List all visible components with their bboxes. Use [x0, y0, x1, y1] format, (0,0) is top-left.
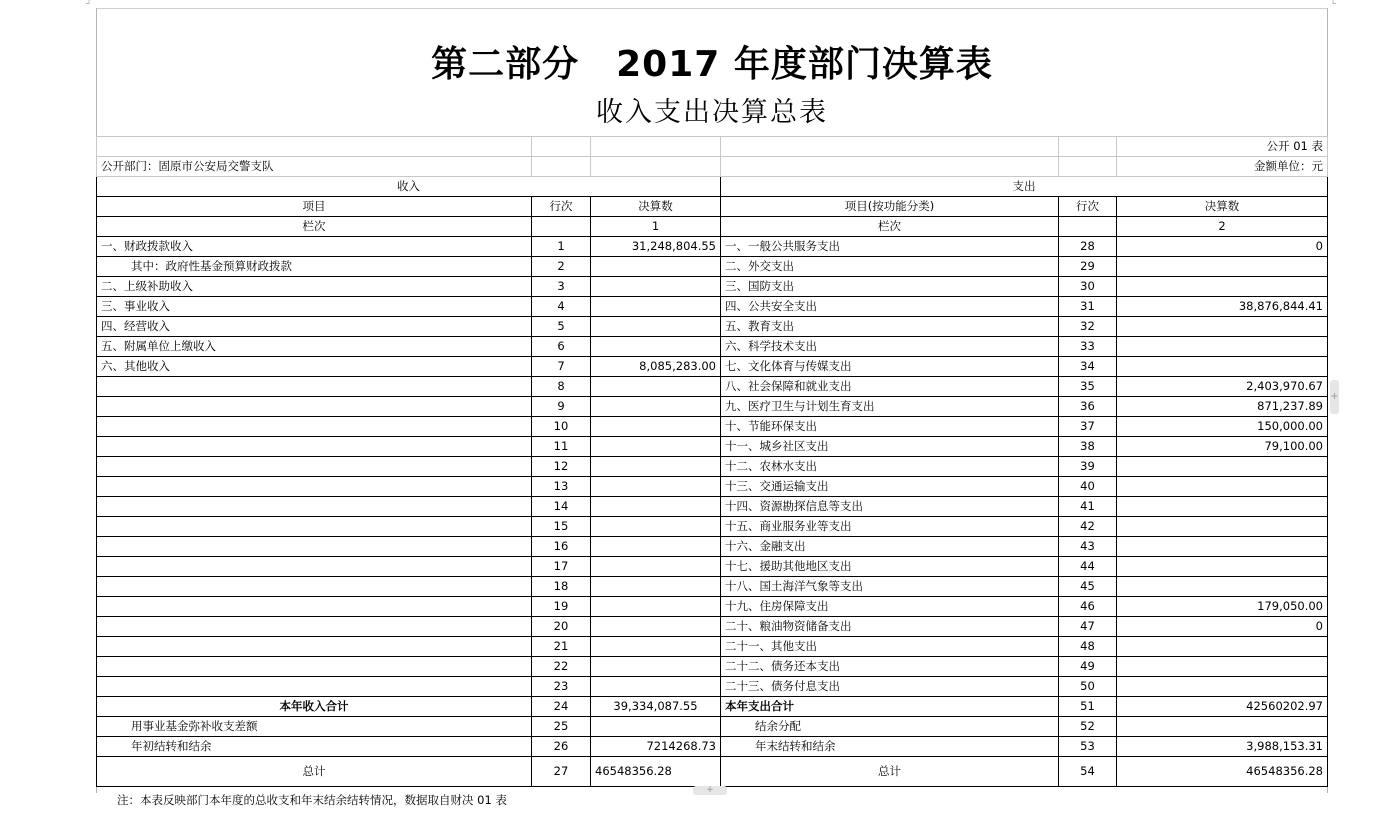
- table-cell: 20: [532, 617, 591, 637]
- table-row: [97, 397, 1328, 417]
- table-cell: 十三、交通运输支出: [721, 477, 1059, 497]
- table-cell: [591, 637, 721, 657]
- table-cell: 总计: [721, 757, 1059, 787]
- table-cell: 6: [532, 337, 591, 357]
- table-cell: [97, 537, 532, 557]
- table-cell: [1117, 557, 1328, 577]
- table-cell: 46: [1059, 597, 1117, 617]
- table-cell: 27: [532, 757, 591, 787]
- table-cell: 15: [532, 517, 591, 537]
- table-cell: [591, 617, 721, 637]
- table-cell: 十八、国土海洋气象等支出: [721, 577, 1059, 597]
- table-cell: 三、国防支出: [721, 277, 1059, 297]
- resize-handle-icon[interactable]: +: [693, 786, 727, 795]
- table-cell: [1117, 637, 1328, 657]
- table-cell: 8,085,283.00: [591, 357, 721, 377]
- table-cell: 二十二、债务还本支出: [721, 657, 1059, 677]
- table-cell: [591, 497, 721, 517]
- table-cell: 45: [1059, 577, 1117, 597]
- table-cell: 2: [532, 257, 591, 277]
- income-col-label: 栏次: [97, 217, 532, 237]
- grand-total-row: [97, 757, 1328, 787]
- form-number-row: [97, 137, 1328, 157]
- table-cell: 7214268.73: [591, 737, 721, 757]
- table-cell: [591, 257, 721, 277]
- table-cell: [1117, 317, 1328, 337]
- table-cell: [591, 557, 721, 577]
- table-cell: [97, 617, 532, 637]
- table-cell: 18: [532, 577, 591, 597]
- table-cell: 十四、资源勘探信息等支出: [721, 497, 1059, 517]
- table-cell: 六、科学技术支出: [721, 337, 1059, 357]
- table-cell: 其中：政府性基金预算财政拨款: [97, 257, 532, 277]
- table-cell: 19: [532, 597, 591, 617]
- budget-table: [96, 136, 1328, 787]
- table-cell: 二、上级补助收入: [97, 277, 532, 297]
- table-cell: 29: [1059, 257, 1117, 277]
- table-cell: 25: [532, 717, 591, 737]
- table-cell: [1117, 277, 1328, 297]
- table-cell: 二十三、债务付息支出: [721, 677, 1059, 697]
- expense-amount-header: 决算数: [1117, 197, 1328, 217]
- table-cell: [591, 277, 721, 297]
- table-cell: [1117, 357, 1328, 377]
- table-cell: [591, 337, 721, 357]
- table-cell: 42560202.97: [1117, 697, 1328, 717]
- table-cell: 五、教育支出: [721, 317, 1059, 337]
- table-cell: [1117, 717, 1328, 737]
- table-cell: 51: [1059, 697, 1117, 717]
- expense-item-header: 项目(按功能分类): [721, 197, 1059, 217]
- table-row: [97, 677, 1328, 697]
- table-cell: 总计: [97, 757, 532, 787]
- table-cell: 39: [1059, 457, 1117, 477]
- table-cell: 37: [1059, 417, 1117, 437]
- table-cell: 0: [1117, 617, 1328, 637]
- table-cell: [591, 537, 721, 557]
- table-cell: 十五、商业服务业等支出: [721, 517, 1059, 537]
- table-cell: 九、医疗卫生与计划生育支出: [721, 397, 1059, 417]
- table-cell: 48: [1059, 637, 1117, 657]
- table-cell: 46548356.28: [591, 757, 721, 787]
- table-cell: 21: [532, 637, 591, 657]
- fund-balance-row: [97, 717, 1328, 737]
- table-cell: 53: [1059, 737, 1117, 757]
- table-cell: 一、财政拨款收入: [97, 237, 532, 257]
- table-cell: 31: [1059, 297, 1117, 317]
- table-cell: [97, 397, 532, 417]
- table-row: [97, 277, 1328, 297]
- table-cell: 7: [532, 357, 591, 377]
- table-cell: [591, 457, 721, 477]
- table-cell: 52: [1059, 717, 1117, 737]
- table-cell: 5: [532, 317, 591, 337]
- table-cell: 49: [1059, 657, 1117, 677]
- table-cell: 四、经营收入: [97, 317, 532, 337]
- year-total-row: [97, 697, 1328, 717]
- table-cell: 24: [532, 697, 591, 717]
- table-cell: 38: [1059, 437, 1117, 457]
- table-cell: 用事业基金弥补收支差额: [97, 717, 532, 737]
- table-cell: 22: [532, 657, 591, 677]
- table-cell: 年末结转和结余: [721, 737, 1059, 757]
- table-cell: 2,403,970.67: [1117, 377, 1328, 397]
- table-cell: 本年支出合计: [721, 697, 1059, 717]
- table-cell: 33: [1059, 337, 1117, 357]
- table-cell: 32: [1059, 317, 1117, 337]
- table-cell: 39,334,087.55: [591, 697, 721, 717]
- table-row: [97, 417, 1328, 437]
- table-row: [97, 457, 1328, 477]
- table-cell: 34: [1059, 357, 1117, 377]
- table-cell: 14: [532, 497, 591, 517]
- table-cell: 四、公共安全支出: [721, 297, 1059, 317]
- resize-handle-icon[interactable]: +: [1330, 380, 1339, 414]
- table-cell: [97, 457, 532, 477]
- table-cell: [97, 417, 532, 437]
- page-title: 第二部分 2017 年度部门决算表: [431, 44, 993, 85]
- table-row: [97, 357, 1328, 377]
- table-cell: [1117, 257, 1328, 277]
- data-rows: [97, 237, 1328, 697]
- unit-label: 金额单位：元: [1117, 157, 1328, 177]
- department-row: [97, 157, 1328, 177]
- table-cell: 41: [1059, 497, 1117, 517]
- table-cell: 八、社会保障和就业支出: [721, 377, 1059, 397]
- table-cell: 1: [532, 237, 591, 257]
- table-cell: [591, 477, 721, 497]
- table-cell: 11: [532, 437, 591, 457]
- page-subtitle: 收入支出决算总表: [596, 97, 828, 128]
- table-row: [97, 657, 1328, 677]
- table-cell: 六、其他收入: [97, 357, 532, 377]
- table-cell: 23: [532, 677, 591, 697]
- table-cell: 36: [1059, 397, 1117, 417]
- table-cell: 179,050.00: [1117, 597, 1328, 617]
- table-cell: 十六、金融支出: [721, 537, 1059, 557]
- table-cell: 12: [532, 457, 591, 477]
- table-cell: 七、文化体育与传媒支出: [721, 357, 1059, 377]
- section-header-row: [97, 177, 1328, 197]
- table-cell: [591, 657, 721, 677]
- expense-col-number: 2: [1117, 217, 1328, 237]
- table-cell: [97, 577, 532, 597]
- footnote: 注：本表反映部门本年度的总收支和年末结余结转情况，数据取自财决 01 表: [117, 793, 507, 807]
- table-cell: 13: [532, 477, 591, 497]
- table-cell: 3: [532, 277, 591, 297]
- table-cell: 50: [1059, 677, 1117, 697]
- table-cell: 一、一般公共服务支出: [721, 237, 1059, 257]
- table-cell: 0: [1117, 237, 1328, 257]
- table-cell: [591, 417, 721, 437]
- table-cell: 31,248,804.55: [591, 237, 721, 257]
- corner-mark-icon: └: [1330, 0, 1337, 10]
- table-cell: [97, 657, 532, 677]
- table-cell: 54: [1059, 757, 1117, 787]
- table-cell: 二、外交支出: [721, 257, 1059, 277]
- table-cell: 4: [532, 297, 591, 317]
- table-cell: 10: [532, 417, 591, 437]
- table-cell: [1117, 677, 1328, 697]
- table-cell: 二十一、其他支出: [721, 637, 1059, 657]
- table-cell: 8: [532, 377, 591, 397]
- table-cell: 35: [1059, 377, 1117, 397]
- income-header: 收入: [97, 177, 721, 197]
- carryover-row: [97, 737, 1328, 757]
- table-cell: 十七、援助其他地区支出: [721, 557, 1059, 577]
- table-cell: [591, 317, 721, 337]
- table-row: [97, 437, 1328, 457]
- table-cell: [97, 517, 532, 537]
- form-number: 公开 01 表: [1117, 137, 1328, 157]
- expense-header: 支出: [721, 177, 1328, 197]
- table-cell: [1117, 477, 1328, 497]
- table-cell: 79,100.00: [1117, 437, 1328, 457]
- table-cell: [591, 577, 721, 597]
- table-cell: [591, 597, 721, 617]
- table-row: [97, 477, 1328, 497]
- table-cell: 43: [1059, 537, 1117, 557]
- table-cell: 本年收入合计: [97, 697, 532, 717]
- table-row: [97, 337, 1328, 357]
- table-cell: 16: [532, 537, 591, 557]
- table-cell: [97, 497, 532, 517]
- table-cell: 十二、农林水支出: [721, 457, 1059, 477]
- table-cell: 十九、住房保障支出: [721, 597, 1059, 617]
- income-col-number: 1: [591, 217, 721, 237]
- table-cell: 十一、城乡社区支出: [721, 437, 1059, 457]
- table-cell: [97, 557, 532, 577]
- income-line-header: 行次: [532, 197, 591, 217]
- table-row: [97, 597, 1328, 617]
- table-cell: 十、节能环保支出: [721, 417, 1059, 437]
- table-cell: [1117, 537, 1328, 557]
- expense-col-label: 栏次: [721, 217, 1059, 237]
- table-cell: 150,000.00: [1117, 417, 1328, 437]
- income-amount-header: 决算数: [591, 197, 721, 217]
- table-cell: [97, 677, 532, 697]
- table-row: [97, 297, 1328, 317]
- table-cell: 三、事业收入: [97, 297, 532, 317]
- table-row: [97, 557, 1328, 577]
- table-cell: [591, 377, 721, 397]
- table-cell: [591, 297, 721, 317]
- table-row: [97, 577, 1328, 597]
- column-index-row: [97, 217, 1328, 237]
- table-cell: 结余分配: [721, 717, 1059, 737]
- table-row: [97, 617, 1328, 637]
- table-cell: 30: [1059, 277, 1117, 297]
- table-cell: 38,876,844.41: [1117, 297, 1328, 317]
- table-cell: [591, 517, 721, 537]
- table-cell: 28: [1059, 237, 1117, 257]
- table-cell: 47: [1059, 617, 1117, 637]
- table-cell: [1117, 577, 1328, 597]
- table-cell: 9: [532, 397, 591, 417]
- table-cell: [591, 437, 721, 457]
- table-cell: [591, 677, 721, 697]
- table-row: [97, 637, 1328, 657]
- table-cell: 42: [1059, 517, 1117, 537]
- table-cell: [1117, 337, 1328, 357]
- page-top-edge: [96, 8, 1328, 9]
- table-cell: [591, 717, 721, 737]
- table-row: [97, 537, 1328, 557]
- income-item-header: 项目: [97, 197, 532, 217]
- table-cell: [97, 637, 532, 657]
- table-cell: [97, 437, 532, 457]
- table-cell: [97, 477, 532, 497]
- table-cell: 3,988,153.31: [1117, 737, 1328, 757]
- table-row: [97, 377, 1328, 397]
- table-cell: 871,237.89: [1117, 397, 1328, 417]
- table-row: [97, 517, 1328, 537]
- column-header-row: [97, 197, 1328, 217]
- table-cell: [1117, 457, 1328, 477]
- table-row: [97, 257, 1328, 277]
- table-cell: [1117, 517, 1328, 537]
- table-cell: 44: [1059, 557, 1117, 577]
- table-row: [97, 497, 1328, 517]
- table-cell: [97, 377, 532, 397]
- table-row: [97, 317, 1328, 337]
- department-label: 公开部门：固原市公安局交警支队: [97, 157, 532, 177]
- table-cell: 17: [532, 557, 591, 577]
- table-cell: 46548356.28: [1117, 757, 1328, 787]
- table-cell: 26: [532, 737, 591, 757]
- table-cell: 40: [1059, 477, 1117, 497]
- table-cell: [1117, 497, 1328, 517]
- expense-line-header: 行次: [1059, 197, 1117, 217]
- table-row: [97, 237, 1328, 257]
- table-cell: 二十、粮油物资储备支出: [721, 617, 1059, 637]
- table-cell: 年初结转和结余: [97, 737, 532, 757]
- table-cell: [97, 597, 532, 617]
- table-cell: 五、附属单位上缴收入: [97, 337, 532, 357]
- table-cell: [591, 397, 721, 417]
- table-cell: [1117, 657, 1328, 677]
- corner-mark-icon: ┘: [86, 0, 93, 10]
